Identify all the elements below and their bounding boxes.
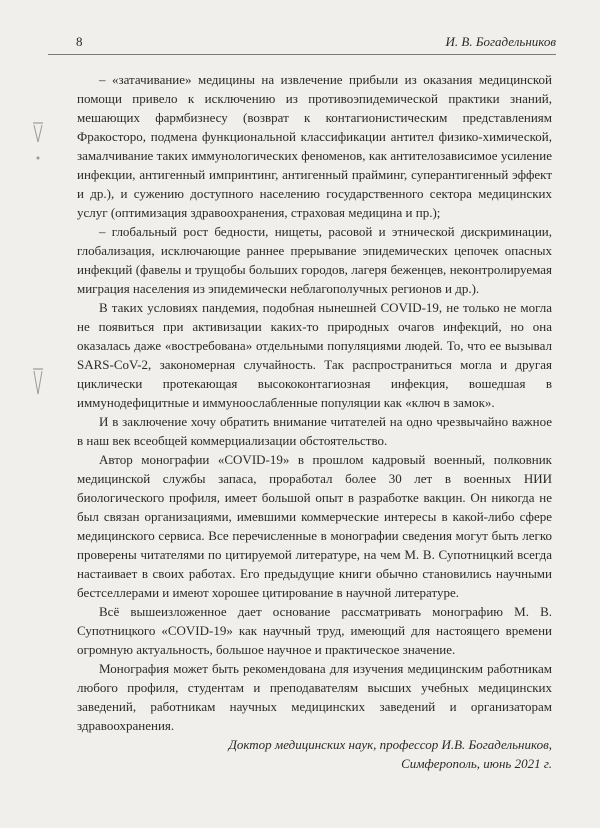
- page-number: 8: [76, 34, 83, 49]
- paragraph: – глобальный рост бедности, нищеты, расовой и этнической дискриминации, глобализация, исключающие раннее прерывание эпидемических цепочек опасных инфекций (фавелы и трущобы больших городов, лагеря беженцев, неконтролируемая миграция населения из эпидемически неблагополучных регионов и др.).: [77, 224, 552, 296]
- binding-mark-icon: [32, 368, 44, 400]
- text-body: [77, 70, 552, 773]
- page-header: [48, 30, 556, 55]
- paragraph: – «затачивание» медицины на извлечение прибыли из оказания медицинской помощи привело к исключению из противоэпидемической практики знаний, мешающих фармбизнесу (возврат к контагионистическим представлениям Фракосторо, подмена функциональной классификации антител физико-химической, замалчивание таких иммунологических феноменов, как антителозависимое усиление инфекции, антигенный импринтинг, антигенный прайминг, суперантигенный эффект и др.), и сужению доступного населению государственного сектора медицинских услуг (оптимизация здравоохранения, страховая медицина и пр.);: [77, 72, 552, 220]
- running-head: И. В. Богадельников: [445, 34, 556, 49]
- paragraph: Всё вышеизложенное дает основание рассматривать монографию М. В. Супотницкого «COVID-19» как научный труд, имеющий для настоящего времени огромную актуальность, большое научное и практическое значение.: [77, 604, 552, 657]
- paragraph: В таких условиях пандемия, подобная нынешней COVID-19, не только не могла не появиться при активизации каких-то природных очагов инфекций, но она оказалась даже «востребована» отдельными популяциями людей. То, что ее вызывал SARS-CoV-2, закономерная случайность. Так распространиться могла и другая циклически протекающая высококонтагиозная инфекция, вошедшая в иммунодефицитные и иммуноослабленные популяции как «ключ в замок».: [77, 300, 552, 410]
- paragraph: Монография может быть рекомендована для изучения медицинским работникам любого профиля, студентам и преподавателям высших учебных медицинских заведений, работникам научных медицинских заведений и организаторам здравоохранения.: [77, 661, 552, 733]
- binding-mark-icon: [32, 122, 44, 164]
- paragraph: Автор монографии «COVID-19» в прошлом кадровый военный, полковник медицинской службы запаса, проработал более 30 лет в военных НИИ биологического профиля, имеет большой опыт в разработке вакцин. Он никогда не был связан организациями, имевшими коммерческие интересы в какой-либо сфере медицинского сервиса. Все перечисленные в монографии сведения могут быть легко проверены читателями по цитируемой литературе, на чем М. В. Супотницкий всегда настаивает в своих работах. Его предыдущие книги обычно становились научными бестселлерами и имеют хорошее цитирование в научной литературе.: [77, 452, 552, 600]
- paragraph: И в заключение хочу обратить внимание читателей на одно чрезвычайно важное в наш век всеобщей коммерциализации обстоятельство.: [77, 414, 552, 448]
- signature-author: Доктор медицинских наук, профессор И.В. Богадельников,: [228, 737, 552, 752]
- signature: [77, 735, 552, 773]
- signature-place-date: Симферополь, июнь 2021 г.: [401, 756, 552, 771]
